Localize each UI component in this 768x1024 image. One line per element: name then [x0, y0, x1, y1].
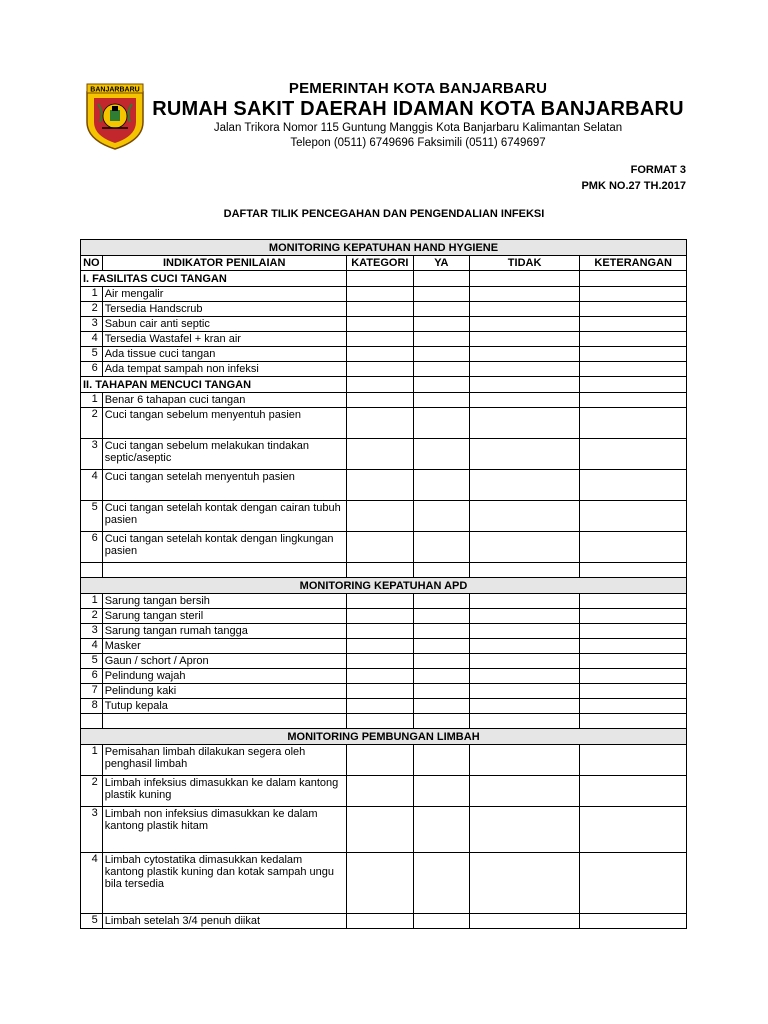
- city-crest-logo: [84, 82, 146, 150]
- blank-cell: [580, 563, 687, 578]
- kategori-cell: [346, 532, 413, 563]
- tidak-cell: [469, 362, 580, 377]
- item-number: 3: [81, 317, 103, 332]
- item-number: 4: [81, 853, 103, 914]
- tidak-cell: [469, 393, 580, 408]
- item-number: 5: [81, 654, 103, 669]
- tidak-cell: [469, 776, 580, 807]
- kategori-cell: [346, 745, 413, 776]
- item-number: 3: [81, 624, 103, 639]
- tidak-cell: [469, 914, 580, 929]
- keterangan-cell: [580, 439, 687, 470]
- keterangan-cell: [580, 594, 687, 609]
- ya-cell: [413, 393, 469, 408]
- ya-cell: [413, 347, 469, 362]
- indicator-text: Air mengalir: [102, 287, 346, 302]
- tidak-cell: [469, 807, 580, 853]
- item-number: 5: [81, 914, 103, 929]
- indicator-text: Limbah setelah 3/4 penuh diikat: [102, 914, 346, 929]
- indicator-text: Cuci tangan sebelum melakukan tindakan septic/aseptic: [102, 439, 346, 470]
- table-row: [81, 532, 687, 563]
- ya-cell: [413, 501, 469, 532]
- item-number: 5: [81, 347, 103, 362]
- table-row: [81, 624, 687, 639]
- keterangan-cell: [580, 408, 687, 439]
- letterhead: [80, 78, 688, 154]
- ya-cell: [413, 807, 469, 853]
- keterangan-cell: [580, 745, 687, 776]
- column-header: INDIKATOR PENILAIAN: [102, 256, 346, 271]
- blank-cell: [102, 563, 346, 578]
- tidak-cell: [469, 501, 580, 532]
- indicator-text: Benar 6 tahapan cuci tangan: [102, 393, 346, 408]
- tidak-cell: [469, 302, 580, 317]
- tidak-cell: [469, 317, 580, 332]
- table-row: [81, 669, 687, 684]
- keterangan-cell: [580, 776, 687, 807]
- blank-cell: [81, 714, 103, 729]
- table-row: [81, 332, 687, 347]
- column-header: KETERANGAN: [580, 256, 687, 271]
- ya-cell: [413, 532, 469, 563]
- ya-cell: [413, 317, 469, 332]
- item-number: 6: [81, 362, 103, 377]
- tidak-cell: [469, 639, 580, 654]
- blank-row: [81, 714, 687, 729]
- indicator-text: Pelindung wajah: [102, 669, 346, 684]
- table-row: [81, 439, 687, 470]
- kategori-cell: [346, 332, 413, 347]
- table-row: [81, 302, 687, 317]
- blank-cell: [81, 563, 103, 578]
- tidak-cell: [469, 699, 580, 714]
- ya-cell: [413, 669, 469, 684]
- table-row: [81, 776, 687, 807]
- kategori-cell: [346, 914, 413, 929]
- item-number: 2: [81, 302, 103, 317]
- table-row: [81, 654, 687, 669]
- kategori-cell: [346, 776, 413, 807]
- indicator-text: Ada tissue cuci tangan: [102, 347, 346, 362]
- ya-cell: [413, 914, 469, 929]
- indicator-text: Tersedia Wastafel + kran air: [102, 332, 346, 347]
- kategori-cell: [346, 699, 413, 714]
- table-row: [81, 914, 687, 929]
- ya-cell: [413, 302, 469, 317]
- table-row: [81, 684, 687, 699]
- blank-cell: [413, 377, 469, 393]
- indicator-text: Sarung tangan steril: [102, 609, 346, 624]
- table-row: [81, 699, 687, 714]
- blank-row: [81, 563, 687, 578]
- table-row: [81, 393, 687, 408]
- blank-cell: [346, 563, 413, 578]
- blank-cell: [469, 377, 580, 393]
- kategori-cell: [346, 853, 413, 914]
- tidak-cell: [469, 408, 580, 439]
- kategori-cell: [346, 684, 413, 699]
- ya-cell: [413, 362, 469, 377]
- group-title: I. FASILITAS CUCI TANGAN: [81, 271, 347, 287]
- ya-cell: [413, 654, 469, 669]
- kategori-cell: [346, 594, 413, 609]
- ya-cell: [413, 745, 469, 776]
- kategori-cell: [346, 654, 413, 669]
- keterangan-cell: [580, 302, 687, 317]
- section-title: MONITORING KEPATUHAN APD: [81, 578, 687, 594]
- item-number: 6: [81, 669, 103, 684]
- indicator-text: Cuci tangan setelah kontak dengan cairan tubuh pasien: [102, 501, 346, 532]
- keterangan-cell: [580, 639, 687, 654]
- item-number: 2: [81, 408, 103, 439]
- tidak-cell: [469, 439, 580, 470]
- keterangan-cell: [580, 347, 687, 362]
- tidak-cell: [469, 654, 580, 669]
- blank-cell: [469, 271, 580, 287]
- indicator-text: Sarung tangan rumah tangga: [102, 624, 346, 639]
- keterangan-cell: [580, 699, 687, 714]
- document-title: DAFTAR TILIK PENCEGAHAN DAN PENGENDALIAN INFEKSI: [223, 208, 545, 220]
- keterangan-cell: [580, 914, 687, 929]
- kategori-cell: [346, 408, 413, 439]
- indicator-text: Tersedia Handscrub: [102, 302, 346, 317]
- tidak-cell: [469, 669, 580, 684]
- blank-cell: [346, 714, 413, 729]
- column-header: TIDAK: [469, 256, 580, 271]
- kategori-cell: [346, 624, 413, 639]
- tidak-cell: [469, 287, 580, 302]
- keterangan-cell: [580, 332, 687, 347]
- item-number: 4: [81, 639, 103, 654]
- indicator-text: Sarung tangan bersih: [102, 594, 346, 609]
- ya-cell: [413, 408, 469, 439]
- keterangan-cell: [580, 669, 687, 684]
- indicator-text: Limbah infeksius dimasukkan ke dalam kantong plastik kuning: [102, 776, 346, 807]
- table-row: [81, 501, 687, 532]
- tidak-cell: [469, 684, 580, 699]
- table-row: [81, 287, 687, 302]
- indicator-text: Limbah cytostatika dimasukkan kedalam kantong plastik kuning dan kotak sampah ungu bila tersedia: [102, 853, 346, 914]
- ya-cell: [413, 624, 469, 639]
- letterhead-phone: Telepon (0511) 6749696 Faksimili (0511) 6749697: [290, 137, 546, 149]
- indicator-text: Sabun cair anti septic: [102, 317, 346, 332]
- group-title: II. TAHAPAN MENCUCI TANGAN: [81, 377, 347, 393]
- blank-cell: [469, 563, 580, 578]
- table-row: [81, 362, 687, 377]
- blank-cell: [580, 377, 687, 393]
- table-row: [81, 609, 687, 624]
- ya-cell: [413, 699, 469, 714]
- indicator-text: Cuci tangan setelah menyentuh pasien: [102, 470, 346, 501]
- blank-cell: [469, 714, 580, 729]
- keterangan-cell: [580, 317, 687, 332]
- section-header-row: [81, 729, 687, 745]
- ya-cell: [413, 853, 469, 914]
- column-header: KATEGORI: [346, 256, 413, 271]
- item-number: 8: [81, 699, 103, 714]
- item-number: 1: [81, 393, 103, 408]
- kategori-cell: [346, 639, 413, 654]
- column-header-row: [81, 256, 687, 271]
- column-header: YA: [413, 256, 469, 271]
- blank-cell: [413, 714, 469, 729]
- indicator-text: Limbah non infeksius dimasukkan ke dalam kantong plastik hitam: [102, 807, 346, 853]
- blank-cell: [346, 377, 413, 393]
- indicator-text: Cuci tangan sebelum menyentuh pasien: [102, 408, 346, 439]
- keterangan-cell: [580, 609, 687, 624]
- section-title: MONITORING PEMBUNGAN LIMBAH: [81, 729, 687, 745]
- kategori-cell: [346, 287, 413, 302]
- table-row: [81, 347, 687, 362]
- kategori-cell: [346, 439, 413, 470]
- ya-cell: [413, 439, 469, 470]
- ya-cell: [413, 684, 469, 699]
- table-row: [81, 470, 687, 501]
- item-number: 5: [81, 501, 103, 532]
- table-row: [81, 807, 687, 853]
- group-row: [81, 377, 687, 393]
- kategori-cell: [346, 807, 413, 853]
- item-number: 1: [81, 287, 103, 302]
- table-row: [81, 745, 687, 776]
- kategori-cell: [346, 669, 413, 684]
- kategori-cell: [346, 501, 413, 532]
- table-row: [81, 853, 687, 914]
- keterangan-cell: [580, 287, 687, 302]
- indicator-text: Cuci tangan setelah kontak dengan lingkungan pasien: [102, 532, 346, 563]
- svg-text:BANJARBARU: BANJARBARU: [90, 86, 140, 94]
- item-number: 4: [81, 332, 103, 347]
- table-row: [81, 408, 687, 439]
- blank-cell: [413, 563, 469, 578]
- keterangan-cell: [580, 654, 687, 669]
- column-header: NO: [81, 256, 103, 271]
- indicator-text: Masker: [102, 639, 346, 654]
- item-number: 1: [81, 745, 103, 776]
- tidak-cell: [469, 332, 580, 347]
- kategori-cell: [346, 393, 413, 408]
- blank-cell: [580, 714, 687, 729]
- ya-cell: [413, 609, 469, 624]
- section-header-row: [81, 240, 687, 256]
- ya-cell: [413, 332, 469, 347]
- letterhead-hospital-name: RUMAH SAKIT DAERAH IDAMAN KOTA BANJARBARU: [152, 98, 684, 120]
- tidak-cell: [469, 624, 580, 639]
- kategori-cell: [346, 317, 413, 332]
- blank-cell: [346, 271, 413, 287]
- item-number: 6: [81, 532, 103, 563]
- section-title: MONITORING KEPATUHAN HAND HYGIENE: [81, 240, 687, 256]
- ya-cell: [413, 287, 469, 302]
- ya-cell: [413, 776, 469, 807]
- format-reference: PMK NO.27 TH.2017: [581, 180, 686, 192]
- keterangan-cell: [580, 501, 687, 532]
- tidak-cell: [469, 532, 580, 563]
- group-row: [81, 271, 687, 287]
- blank-cell: [580, 271, 687, 287]
- item-number: 1: [81, 594, 103, 609]
- tidak-cell: [469, 745, 580, 776]
- keterangan-cell: [580, 807, 687, 853]
- ya-cell: [413, 594, 469, 609]
- keterangan-cell: [580, 532, 687, 563]
- tidak-cell: [469, 853, 580, 914]
- keterangan-cell: [580, 624, 687, 639]
- indicator-text: Tutup kepala: [102, 699, 346, 714]
- kategori-cell: [346, 609, 413, 624]
- item-number: 3: [81, 439, 103, 470]
- ya-cell: [413, 639, 469, 654]
- item-number: 7: [81, 684, 103, 699]
- kategori-cell: [346, 470, 413, 501]
- letterhead-address: Jalan Trikora Nomor 115 Guntung Manggis Kota Banjarbaru Kalimantan Selatan: [213, 122, 623, 134]
- kategori-cell: [346, 362, 413, 377]
- tidak-cell: [469, 470, 580, 501]
- table-row: [81, 594, 687, 609]
- item-number: 3: [81, 807, 103, 853]
- format-code: FORMAT 3: [630, 164, 686, 176]
- item-number: 2: [81, 609, 103, 624]
- indicator-text: Pemisahan limbah dilakukan segera oleh penghasil limbah: [102, 745, 346, 776]
- kategori-cell: [346, 302, 413, 317]
- item-number: 2: [81, 776, 103, 807]
- tidak-cell: [469, 594, 580, 609]
- indicator-text: Ada tempat sampah non infeksi: [102, 362, 346, 377]
- blank-cell: [102, 714, 346, 729]
- keterangan-cell: [580, 362, 687, 377]
- section-header-row: [81, 578, 687, 594]
- kategori-cell: [346, 347, 413, 362]
- letterhead-government: PEMERINTAH KOTA BANJARBARU: [288, 80, 548, 97]
- table-row: [81, 639, 687, 654]
- checklist-table: [80, 239, 687, 929]
- table-row: [81, 317, 687, 332]
- indicator-text: Gaun / schort / Apron: [102, 654, 346, 669]
- tidak-cell: [469, 347, 580, 362]
- tidak-cell: [469, 609, 580, 624]
- ya-cell: [413, 470, 469, 501]
- keterangan-cell: [580, 684, 687, 699]
- keterangan-cell: [580, 393, 687, 408]
- indicator-text: Pelindung kaki: [102, 684, 346, 699]
- item-number: 4: [81, 470, 103, 501]
- keterangan-cell: [580, 470, 687, 501]
- keterangan-cell: [580, 853, 687, 914]
- blank-cell: [413, 271, 469, 287]
